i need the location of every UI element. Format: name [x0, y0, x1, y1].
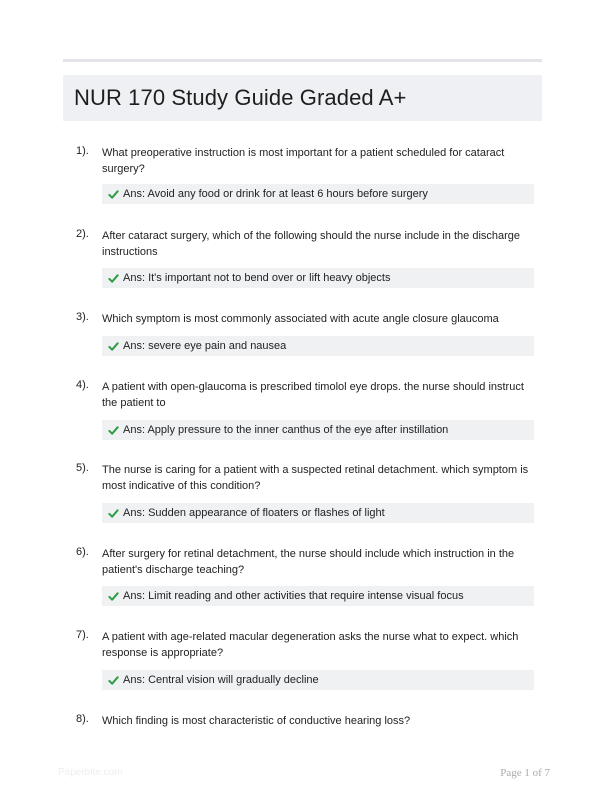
- check-icon: [108, 425, 119, 436]
- question-text: Which symptom is most commonly associated with acute angle closure glaucoma: [102, 313, 499, 325]
- answer-box: [102, 670, 534, 690]
- question-text: Which finding is most characteristic of conductive hearing loss?: [102, 715, 411, 727]
- answer-box: [102, 336, 534, 356]
- question-text: What preoperative instruction is most important for a patient scheduled for cataract surgery?: [102, 147, 505, 175]
- question-number: 7).: [76, 629, 89, 641]
- answer-text: Ans: Central vision will gradually decline: [123, 674, 319, 686]
- page-title: NUR 170 Study Guide Graded A+: [74, 85, 407, 110]
- question-number: 8).: [76, 713, 89, 725]
- check-icon: [108, 341, 119, 352]
- check-icon: [108, 189, 119, 200]
- question-number: 3).: [76, 311, 89, 323]
- title-banner: [63, 75, 542, 121]
- question-number: 5).: [76, 462, 89, 474]
- check-icon: [108, 675, 119, 686]
- question-text: A patient with age-related macular degeneration asks the nurse what to expect. which response is appropriate?: [102, 631, 519, 659]
- question-text: A patient with open-glaucoma is prescribed timolol eye drops. the nurse should instruct the patient to: [102, 381, 524, 409]
- answer-box: [102, 420, 534, 440]
- question-number: 2).: [76, 228, 89, 240]
- answer-box: [102, 184, 534, 204]
- answer-box: [102, 586, 534, 606]
- footer-watermark: Paperbite.com: [58, 767, 123, 778]
- answer-box: [102, 503, 534, 523]
- answer-text: Ans: It's important not to bend over or lift heavy objects: [123, 272, 391, 284]
- question-text: The nurse is caring for a patient with a suspected retinal detachment. which symptom is most indicative of this condition?: [102, 464, 529, 492]
- check-icon: [108, 273, 119, 284]
- page-indicator: Page 1 of 7: [500, 767, 550, 779]
- question-text: After cataract surgery, which of the following should the nurse include in the discharge instructions: [102, 230, 521, 258]
- answer-text: Ans: Avoid any food or drink for at least 6 hours before surgery: [123, 188, 428, 200]
- answer-box: [102, 268, 534, 288]
- answer-text: Ans: Limit reading and other activities that require intense visual focus: [123, 590, 464, 602]
- top-divider: [63, 59, 542, 62]
- question-number: 1).: [76, 145, 89, 157]
- answer-text: Ans: severe eye pain and nausea: [123, 340, 287, 352]
- question-number: 6).: [76, 546, 89, 558]
- check-icon: [108, 508, 119, 519]
- question-number: 4).: [76, 379, 89, 391]
- answer-text: Ans: Apply pressure to the inner canthus of the eye after instillation: [123, 424, 449, 436]
- answer-text: Ans: Sudden appearance of floaters or flashes of light: [123, 507, 385, 519]
- question-text: After surgery for retinal detachment, the nurse should include which instruction in the patient's discharge teaching?: [102, 548, 515, 576]
- check-icon: [108, 591, 119, 602]
